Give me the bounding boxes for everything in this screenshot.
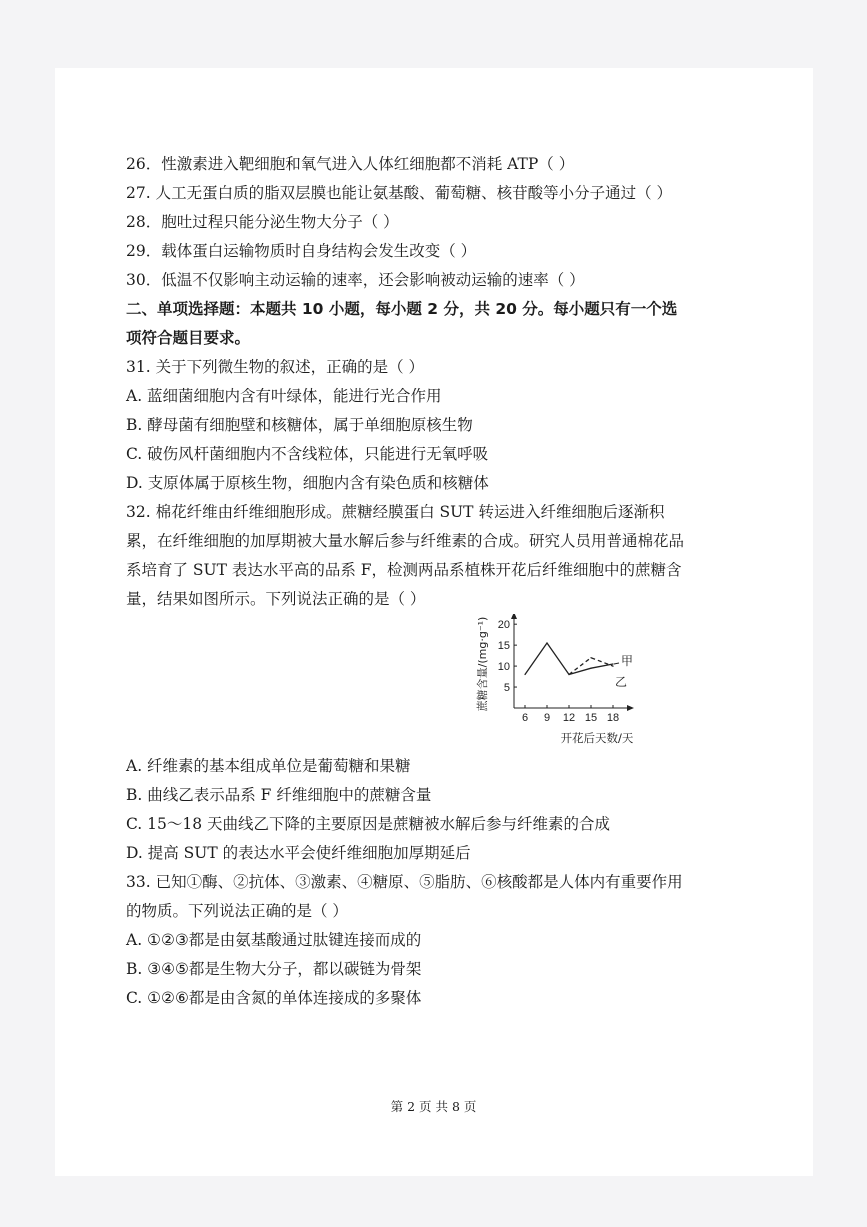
option-d: D. 支原体属于原核生物，细胞内含有染色质和核糖体 (126, 474, 489, 492)
chart-container (126, 614, 686, 752)
page-footer: 第 2 页 共 8 页 (390, 1099, 477, 1114)
section-heading: 二、单项选择题：本题共 10 小题，每小题 2 分，共 20 分。每小题只有一个选项符合题目要求。 (126, 300, 678, 347)
y-tick-label: 15 (497, 640, 510, 653)
question-stem: 33. 已知①酶、②抗体、③激素、④糖原、⑤脂肪、⑥核酸都是人体内有重要作用的物质。下列说法正确的是（ ） (126, 873, 683, 920)
option-a: A. 蓝细菌细胞内含有叶绿体，能进行光合作用 (126, 387, 442, 405)
series-jia-label: 甲 (621, 654, 634, 668)
option-c: C. ①②⑥都是由含氮的单体连接成的多聚体 (126, 989, 422, 1007)
x-axis-arrow (627, 705, 634, 711)
x-tick-label: 6 (521, 712, 529, 724)
option-c: C. 15～18 天曲线乙下降的主要原因是蔗糖被水解后参与纤维素的合成 (126, 815, 611, 833)
judgment-item: 29．载体蛋白运输物质时自身结构会发生改变（ ） (126, 242, 477, 260)
option-a: A. ①②③都是由氨基酸通过肽键连接而成的 (126, 931, 422, 949)
judgment-item: 30．低温不仅影响主动运输的速率，还会影响被动运输的速率（ ） (126, 271, 585, 289)
judgment-item: 28．胞吐过程只能分泌生物大分子（ ） (126, 213, 399, 231)
page-content (126, 150, 686, 1013)
judgment-item: 26．性激素进入靶细胞和氧气进入人体红细胞都不消耗 ATP（ ） (126, 155, 575, 173)
series-jia-leader (614, 663, 619, 664)
series-jia-point (590, 668, 591, 669)
y-axis-arrow (511, 614, 517, 619)
option-a: A. 纤维素的基本组成单位是葡萄糖和果糖 (126, 757, 411, 775)
series-jia-point (612, 663, 613, 664)
series-yi-point (568, 674, 569, 675)
sucrose-chart (462, 614, 702, 752)
y-tick-label: 20 (497, 619, 510, 632)
x-tick-label: 18 (606, 712, 620, 724)
series-yi-point (612, 665, 613, 666)
series-yi-label: 乙 (615, 675, 628, 690)
judgment-item: 27. 人工无蛋白质的脂双层膜也能让氨基酸、葡萄糖、核苷酸等小分子通过（ ） (126, 184, 673, 202)
x-tick-label: 9 (543, 712, 551, 724)
y-tick-label: 5 (503, 682, 510, 695)
series-jia-point (524, 674, 525, 675)
series-yi-point (590, 657, 591, 658)
option-b: B. ③④⑤都是生物大分子，都以碳链为骨架 (126, 960, 422, 978)
option-c: C. 破伤风杆菌细胞内不含线粒体，只能进行无氧呼吸 (126, 445, 489, 463)
question-stem: 32. 棉花纤维由纤维细胞形成。蔗糖经膜蛋白 SUT 转运进入纤维细胞后逐渐积累，在纤维细胞的加厚期被大量水解后参与纤维素的合成。研究人员用普通棉花品系培育了 SUT 表达水平高的品系 F，检测两品系植株开花后纤维细胞中的蔗糖含量，结果如图所示。下列说法正确的是（ ） (126, 503, 685, 608)
y-axis-label: 蔗糖含量/(mg·g⁻¹) (476, 616, 489, 712)
question-stem: 31. 关于下列微生物的叙述，正确的是（ ） (126, 358, 425, 376)
option-b: B. 曲线乙表示品系 F 纤维细胞中的蔗糖含量 (126, 786, 432, 804)
x-tick-label: 15 (584, 712, 598, 724)
series-jia-point (546, 642, 547, 643)
judgment-list (126, 150, 686, 295)
option-d: D. 提高 SUT 的表达水平会使纤维细胞加厚期延后 (126, 844, 471, 862)
question-33 (126, 868, 686, 1013)
question-32 (126, 498, 686, 868)
y-tick-label: 10 (497, 661, 510, 674)
question-31 (126, 353, 686, 498)
series-jia-line (525, 643, 613, 674)
option-b: B. 酵母菌有细胞壁和核糖体，属于单细胞原核生物 (126, 416, 473, 434)
x-axis-label: 开花后天数/天 (560, 731, 634, 745)
x-tick-label: 12 (562, 712, 576, 724)
